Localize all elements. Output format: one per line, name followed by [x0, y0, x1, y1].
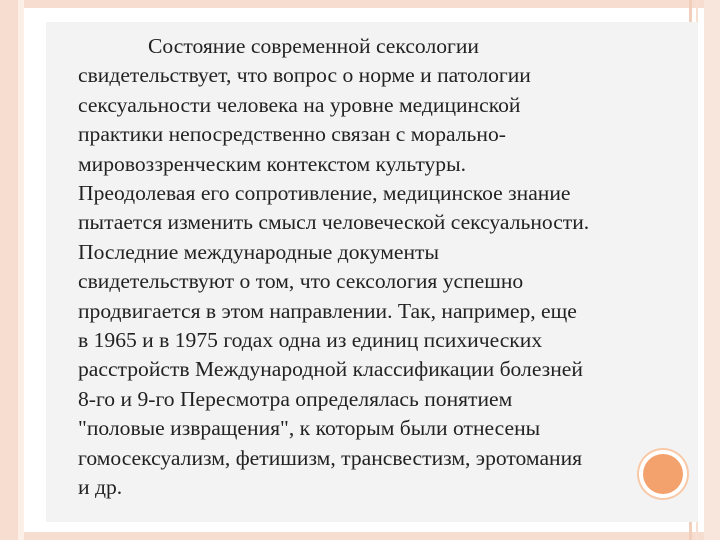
- paragraph-line: "половые извращения", к которым были отнесены: [78, 416, 541, 441]
- paragraph-line: практики непосредственно связан с морально-: [78, 122, 506, 147]
- body-paragraph: [78, 32, 668, 503]
- paragraph-line: сексуальности человека на уровне медицинской: [78, 92, 521, 117]
- frame-top-border: [0, 0, 720, 8]
- paragraph-line: 8-го и 9-го Пересмотра определялась понятием: [78, 386, 513, 411]
- paragraph-line: расстройств Международной классификации болезней: [78, 357, 583, 382]
- frame-left-border: [0, 0, 18, 540]
- paragraph-line: продвигается в этом направлении. Так, например, еще: [78, 298, 577, 323]
- paragraph-line: Преодолевая его сопротивление, медицинское знание: [78, 181, 571, 206]
- paragraph-line: гомосексуализм, фетишизм, трансвестизм, эротомания: [78, 445, 583, 470]
- orange-circle-decoration: [643, 454, 683, 494]
- paragraph-line: свидетельствуют о том, что сексология успешно: [78, 269, 524, 294]
- frame-left-inner-border: [18, 0, 24, 540]
- frame-bottom-border: [0, 532, 720, 540]
- frame-right-border: [704, 0, 720, 540]
- paragraph-line: в 1965 и в 1975 годах одна из единиц психических: [78, 328, 543, 353]
- paragraph-line: свидетельствует, что вопрос о норме и патологии: [78, 63, 531, 88]
- paragraph-line: Последние международные документы: [78, 239, 439, 264]
- paragraph-line: мировоззренческим контекстом культуры.: [78, 151, 466, 176]
- paragraph-line: Состояние современной сексологии: [148, 34, 479, 58]
- paragraph-line: и др.: [78, 475, 123, 500]
- paragraph-line: пытается изменить смысл человеческой сексуальности.: [78, 210, 590, 235]
